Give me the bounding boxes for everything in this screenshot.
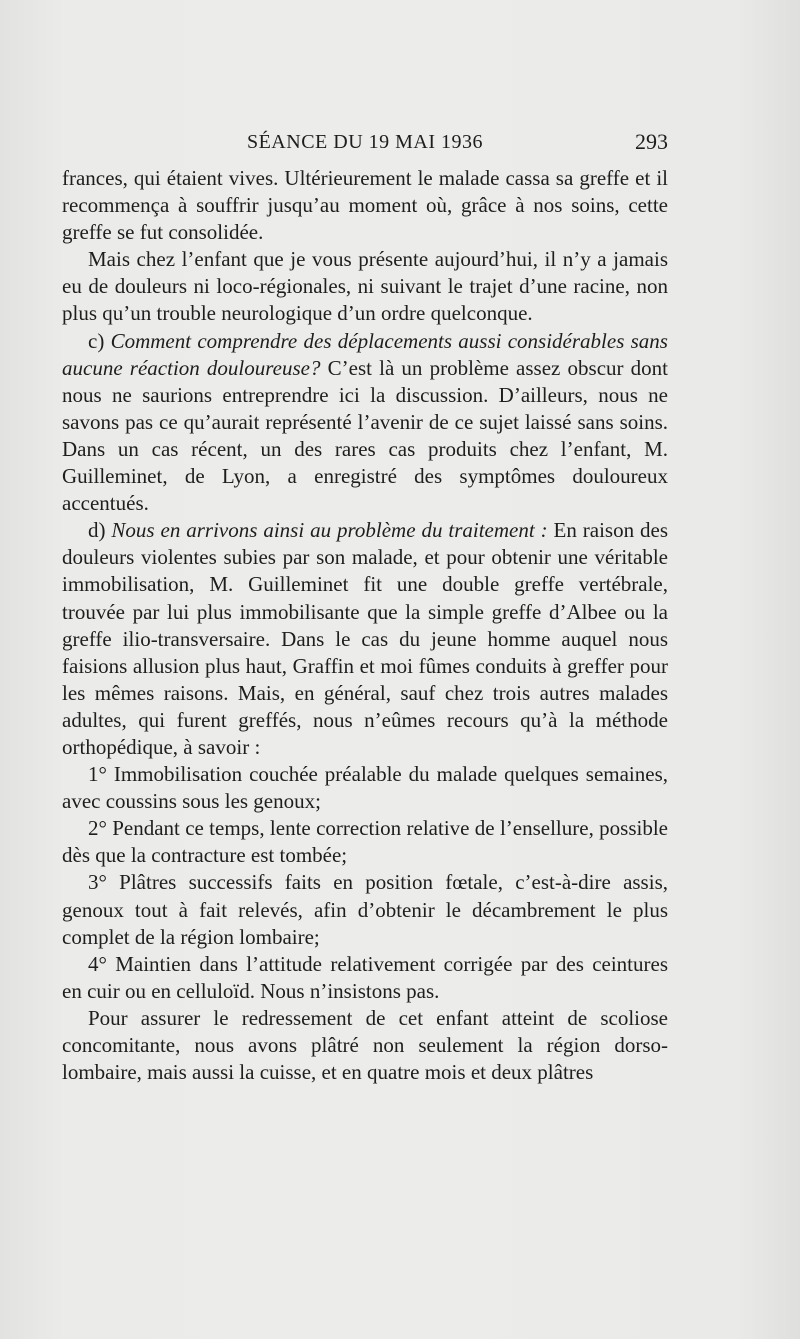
paragraph-4-text: En raison des douleurs violentes subies par son malade, et pour obtenir une véritable immobilisation, M. Guilleminet fit une double greffe vertébrale, trouvée par lui plus immobilisante que la simple greffe d’Albee ou la greffe ilio-transversaire. Dans le cas du jeune homme auquel nous faisions allusion plus haut, Graffin et moi fûmes conduits à greffer pour les mêmes raisons. Mais, en général, sauf chez trois autres malades adultes, qui furent greffés, nous n’eûmes recours qu’à la méthode orthopédique, à savoir : [62, 518, 668, 759]
list-item-1: 1° Immobilisation couchée préalable du malade quelques semaines, avec coussins sous les genoux; [62, 762, 668, 814]
paragraph-1: frances, qui étaient vives. Ultérieurement le malade cassa sa greffe et il recommença à souffrir jusqu’au moment où, grâce à nos soins, cette greffe se fut consolidée. [62, 166, 668, 245]
paragraph-3-label: c) [88, 328, 111, 353]
running-head: SÉANCE DU 19 MAI 1936 [246, 131, 484, 153]
list-item-2: 2° Pendant ce temps, lente correction relative de l’ensellure, possible dès que la contracture est tombée; [62, 816, 668, 868]
paragraph-3-italic: Comment comprendre des déplacements aussi considérables sans aucune réaction douloureuse? [62, 328, 668, 380]
paragraph-4 [62, 517, 668, 761]
page-number: 293 [635, 129, 668, 154]
paragraph-5: Pour assurer le redressement de cet enfant atteint de scoliose concomitante, nous avons plâtré non seulement la région dorso-lombaire, mais aussi la cuisse, et en quatre mois et deux plâtres [62, 1005, 668, 1085]
paragraph-4-label: d) [88, 518, 112, 543]
page-header [62, 128, 668, 156]
paragraph-3-text: C’est là un problème assez obscur dont nous ne saurions entreprendre ici la discussion. D’ailleurs, nous ne savons pas ce qu’aurait représenté l’avenir de ce sujet laissé sans soins. Dans un cas récent, un des rares cas produits chez l’enfant, M. Guilleminet, de Lyon, a enregistré des symptômes douloureux accentués. [62, 355, 668, 516]
paragraph-3 [62, 328, 668, 518]
list-item-4: 4° Maintien dans l’attitude relativement corrigée par des ceintures en cuir ou en celluloïd. Nous n’insistons pas. [62, 951, 668, 1003]
list-item-3: 3° Plâtres successifs faits en position fœtale, c’est-à-dire assis, genoux tout à fait relevés, afin d’obtenir le décambrement le plus complet de la région lombaire; [62, 870, 668, 949]
paragraph-2: Mais chez l’enfant que je vous présente aujourd’hui, il n’y a jamais eu de douleurs ni loco-régionales, ni suivant le trajet d’une racine, non plus qu’un trouble neurologique d’un ordre quelconque. [62, 247, 668, 326]
body-text [62, 165, 668, 1086]
paragraph-4-italic: Nous en arrivons ainsi au problème du traitement : [111, 518, 548, 543]
